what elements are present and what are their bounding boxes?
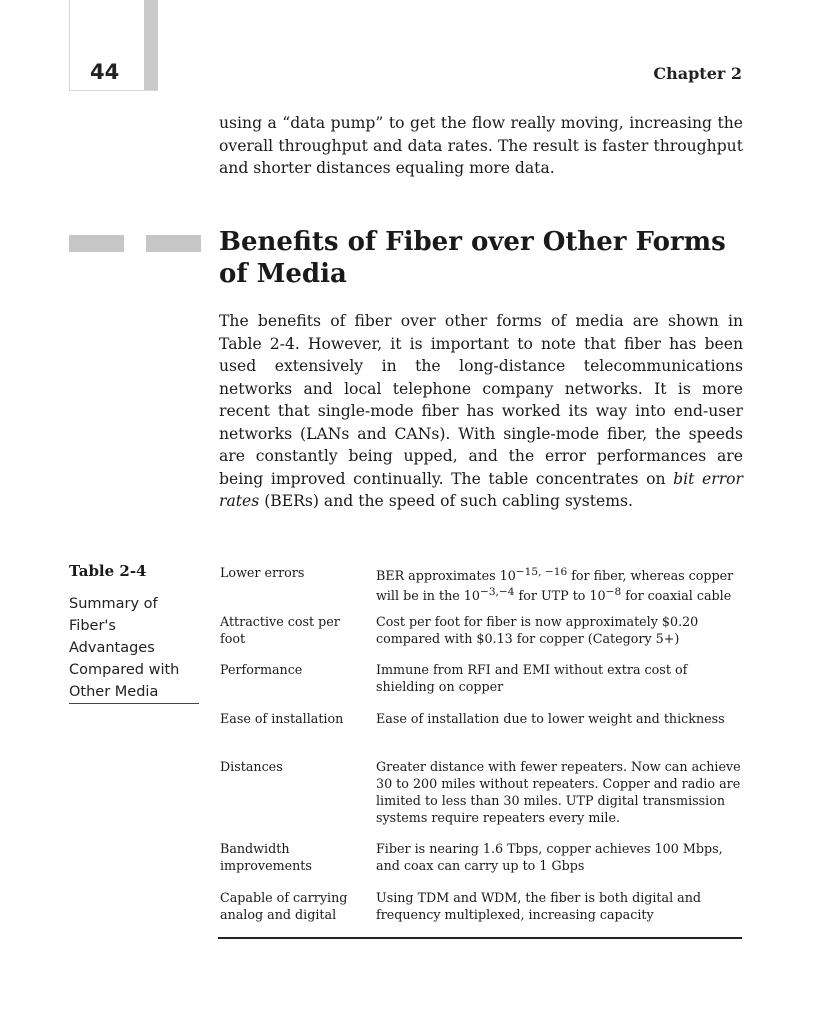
paragraph-emphasis: bit error rates bbox=[219, 469, 743, 510]
chapter-title: Chapter 2 bbox=[653, 64, 742, 83]
table-bottom-rule bbox=[218, 937, 742, 939]
paragraph-text: The benefits of fiber over other forms of media are shown in Table 2-4. However, it is important to note that fiber has been used extensively in the long-distance telecommunications networks and local telephone company networks. It is more recent that single-mode fiber has worked its way into end-user networks (LANs and CANs). With single-mode fiber, the speeds are constantly being upped, and the error performances are being improved continually. The table concentrates on bbox=[219, 312, 743, 488]
intro-paragraph: using a “data pump” to get the flow really moving, increasing the overall throughput and data rates. The result is faster throughput and shorter distances equaling more data. bbox=[219, 114, 743, 177]
table-label: Table 2-4 bbox=[69, 562, 147, 580]
feature-cell: Ease of installation bbox=[220, 711, 344, 726]
feature-cell: Lower errors bbox=[220, 565, 305, 580]
feature-cell: Performance bbox=[220, 662, 303, 677]
heading-decoration-left bbox=[69, 235, 124, 252]
feature-cell: Bandwidth improvements bbox=[220, 841, 312, 873]
section-heading: Benefits of Fiber over Other Forms of Media bbox=[219, 227, 726, 289]
description-cell: Ease of installation due to lower weight and thickness bbox=[376, 711, 725, 726]
page-number: 44 bbox=[90, 60, 120, 84]
description-cell bbox=[376, 564, 742, 604]
section-paragraph bbox=[219, 310, 743, 513]
desc-superscript: −3,−4 bbox=[479, 586, 515, 599]
heading-decoration-right bbox=[146, 235, 201, 252]
desc-superscript: −8 bbox=[605, 586, 622, 599]
table-caption: Summary of Fiber's Advantages Compared with Other Media bbox=[69, 596, 180, 700]
desc-superscript: −15, −16 bbox=[515, 566, 568, 578]
description-cell: Cost per foot for fiber is now approximately $0.20 compared with $0.13 for copper (Category 5+) bbox=[376, 614, 699, 646]
feature-cell: Capable of carrying analog and digital bbox=[220, 890, 348, 922]
description-cell: Immune from RFI and EMI without extra cost of shielding on copper bbox=[376, 662, 688, 694]
page-number-bar bbox=[144, 0, 158, 90]
desc-text: for fiber, whereas copper will be in the 10 bbox=[376, 568, 734, 604]
description-cell: Fiber is nearing 1.6 Tbps, copper achieves 100 Mbps, and coax can carry up to 1 Gbps bbox=[376, 841, 723, 873]
description-cell: Using TDM and WDM, the fiber is both digital and frequency multiplexed, increasing capacity bbox=[376, 890, 702, 922]
caption-rule bbox=[69, 703, 199, 704]
desc-text: for UTP to 10 bbox=[514, 588, 606, 604]
description-cell: Greater distance with fewer repeaters. Now can achieve 30 to 200 miles without repeaters. Copper and radio are limited to less than 30 miles. UTP digital transmission systems require repeaters every mile. bbox=[376, 759, 741, 825]
feature-cell: Distances bbox=[220, 759, 283, 774]
paragraph-text: (BERs) and the speed of such cabling systems. bbox=[259, 492, 633, 510]
desc-text: BER approximates 10 bbox=[376, 568, 516, 584]
feature-cell: Attractive cost per foot bbox=[220, 614, 340, 646]
desc-text: for coaxial cable bbox=[621, 588, 732, 604]
